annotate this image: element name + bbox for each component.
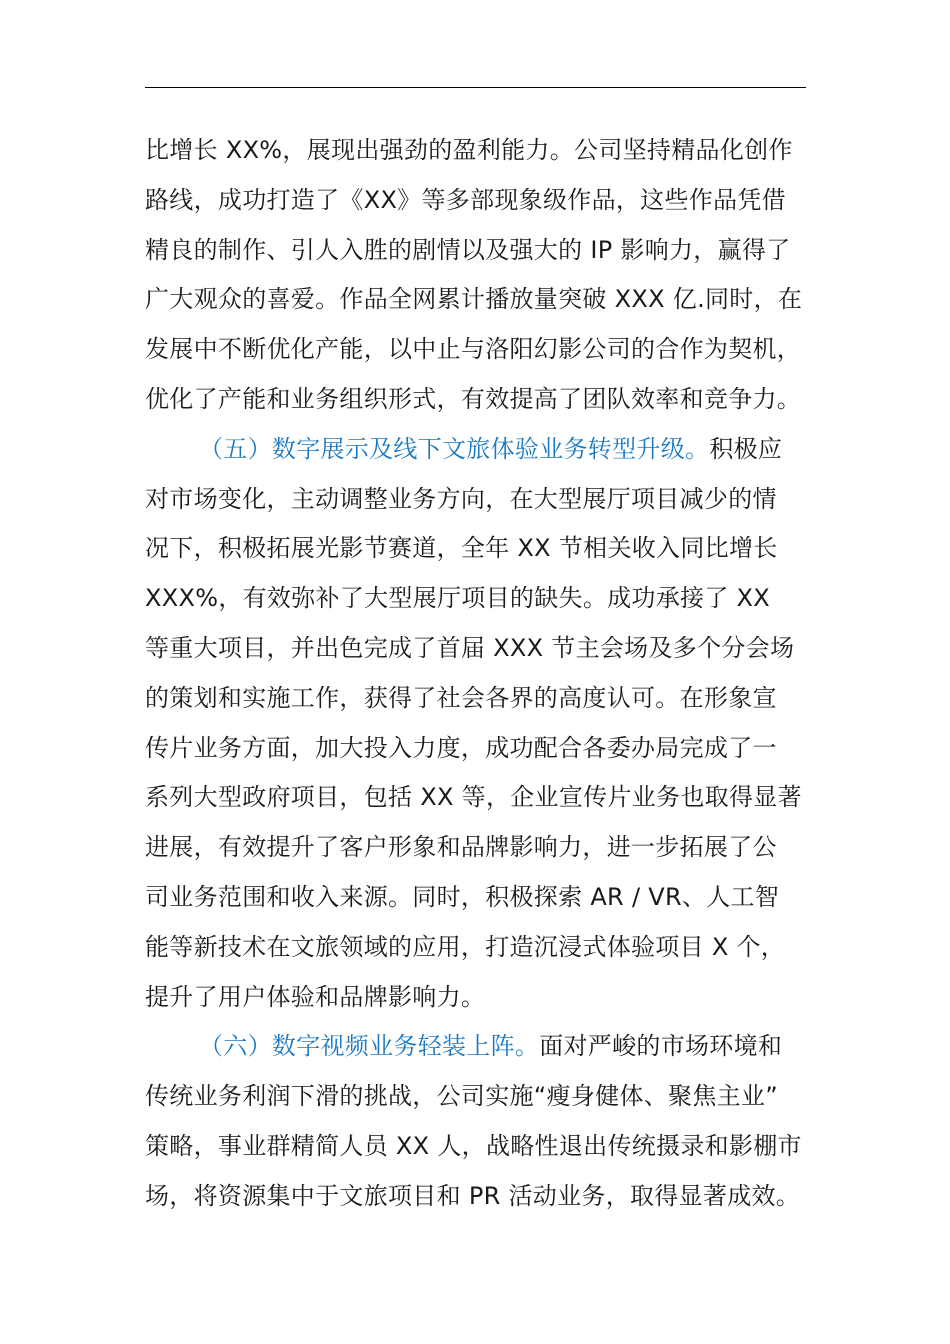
document-body — [145, 126, 806, 1222]
header-rule — [145, 87, 806, 88]
paragraph-1-line: 广大观众的喜爱。作品全网累计播放量突破 XXX 亿.同时，在 — [145, 285, 803, 314]
paragraph-1-line: 精良的制作、引人入胜的剧情以及强大的 IP 影响力，赢得了 — [145, 235, 791, 264]
section-5-line: 的策划和实施工作，获得了社会各界的高度认可。在形象宣 — [145, 683, 777, 712]
section-6-heading: （六）数字视频业务轻装上阵。 — [199, 1032, 540, 1061]
section-5-line: 对市场变化，主动调整业务方向，在大型展厅项目减少的情 — [145, 484, 777, 513]
section-5-line: 等重大项目，并出色完成了首届 XXX 节主会场及多个分会场 — [145, 633, 795, 662]
section-5-line: 司业务范围和收入来源。同时，积极探索 AR / VR、人工智 — [145, 882, 780, 911]
section-5-line: 传片业务方面，加大投入力度，成功配合各委办局完成了一 — [145, 733, 777, 762]
paragraph-1-line: 比增长 XX%，展现出强劲的盈利能力。公司坚持精品化创作 — [145, 136, 793, 164]
section-5-line: XXX%，有效弥补了大型展厅项目的缺失。成功承接了 XX — [145, 584, 771, 613]
section-5-first-line — [145, 425, 806, 475]
section-6-line: 场，将资源集中于文旅项目和 PR 活动业务，取得显著成效。 — [145, 1181, 801, 1210]
section-6-line: 传统业务利润下滑的挑战，公司实施“瘦身健体、聚焦主业” — [145, 1082, 778, 1111]
paragraph-1-line: 发展中不断优化产能，以中止与洛阳幻影公司的合作为契机， — [145, 335, 802, 364]
section-6-line: 策略，事业群精简人员 XX 人，战略性退出传统摄录和影棚市 — [145, 1131, 802, 1160]
section-5-line: 能等新技术在文旅领域的应用，打造沉浸式体验项目 X 个， — [145, 932, 786, 961]
section-5-line: 况下，积极拓展光影节赛道，全年 XX 节相关收入同比增长 — [145, 534, 778, 563]
section-5-line: 进展，有效提升了客户形象和品牌影响力，进一步拓展了公 — [145, 833, 777, 862]
paragraph-1-line: 路线，成功打造了《XX》等多部现象级作品，这些作品凭借 — [145, 185, 786, 214]
section-6-first-line — [145, 1022, 806, 1072]
section-5-line: 提升了用户体验和品牌影响力。 — [145, 982, 486, 1011]
section-6-first-line-text: 面对严峻的市场环境和 — [539, 1032, 783, 1061]
section-5-line: 系列大型政府项目，包括 XX 等，企业宣传片业务也取得显著 — [145, 783, 802, 812]
section-5-first-line-text: 积极应 — [709, 434, 783, 463]
section-5-heading: （五）数字展示及线下文旅体验业务转型升级。 — [199, 434, 710, 463]
paragraph-1-line: 优化了产能和业务组织形式，有效提高了团队效率和竞争力。 — [145, 384, 802, 413]
